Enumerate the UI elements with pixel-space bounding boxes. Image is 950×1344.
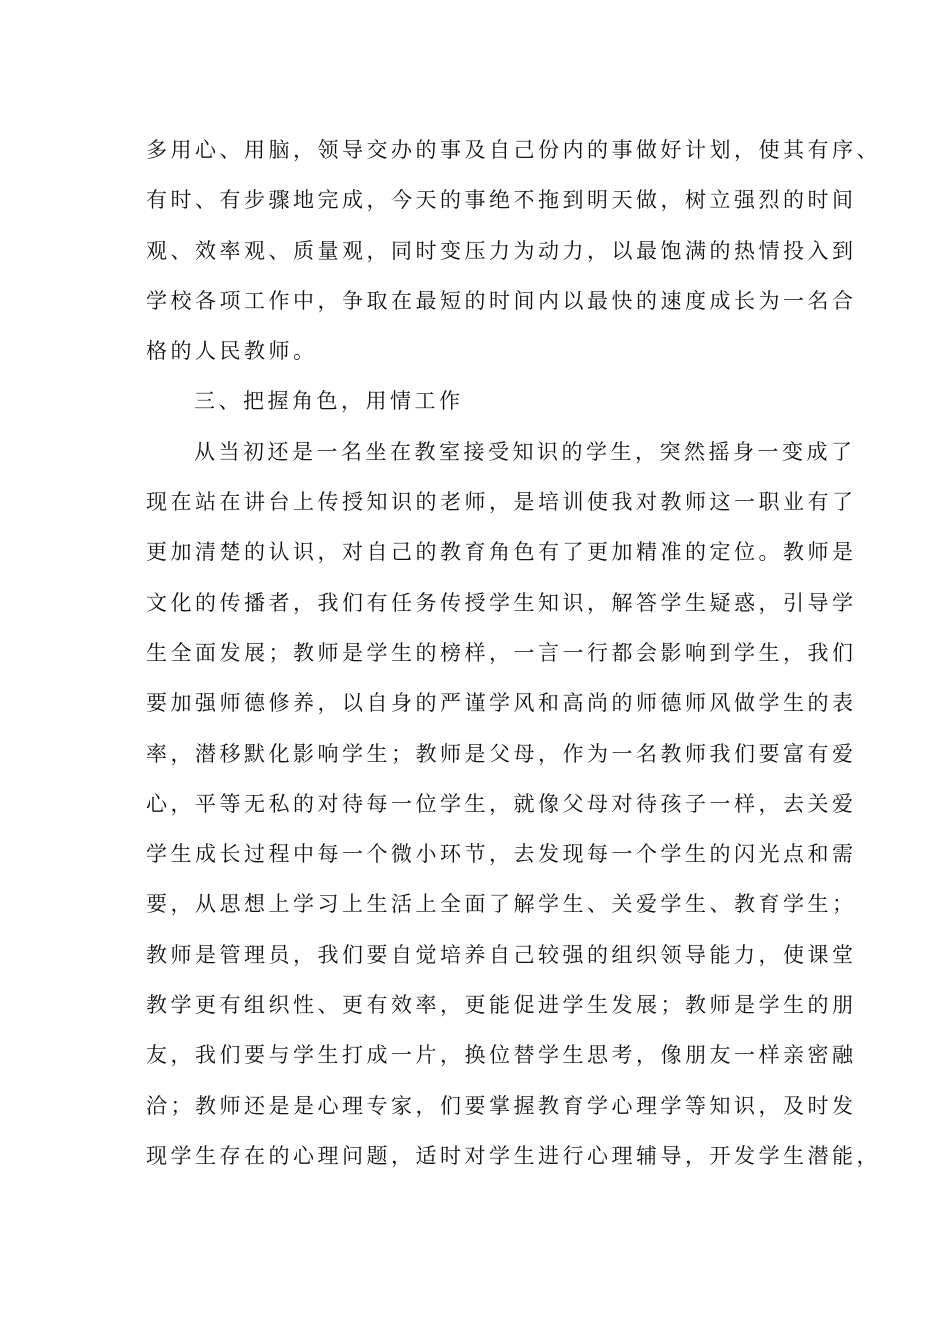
paragraph-2-line-15: 现学生存在的心理问题，适时对学生进行心理辅导，开发学生潜能，: [146, 1143, 881, 1168]
paragraph-1-line-2: 有时、有步骤地完成，今天的事绝不拖到明天做，树立强烈的时间: [146, 188, 857, 213]
document-body: [146, 125, 881, 1181]
paragraph-2-line-3: 更加清楚的认识，对自己的教育角色有了更加精准的定位。教师是: [146, 540, 857, 565]
paragraph-2-line-11: 教师是管理员，我们要自觉培养自己较强的组织领导能力，使课堂: [146, 942, 857, 967]
paragraph-2-line-13: 友，我们要与学生打成一片，换位替学生思考，像朋友一样亲密融: [146, 1043, 857, 1068]
paragraph-2-line-8: 心，平等无私的对待每一位学生，就像父母对待孩子一样，去关爱: [146, 791, 857, 816]
paragraph-1-line-4: 学校各项工作中，争取在最短的时间内以最快的速度成长为一名合: [146, 288, 857, 313]
section-heading: 三、把握角色，用情工作: [194, 389, 464, 414]
paragraph-2-line-1: 从当初还是一名坐在教室接受知识的学生，突然摇身一变成了: [194, 439, 856, 464]
paragraph-1-line-5: 格的人民教师。: [146, 339, 318, 364]
paragraph-1-line-1: 多用心、用脑，领导交办的事及自己份内的事做好计划，使其有序、: [146, 138, 881, 162]
paragraph-2-line-9: 学生成长过程中每一个微小环节，去发现每一个学生的闪光点和需: [146, 842, 857, 867]
paragraph-2-line-10: 要，从思想上学习上生活上全面了解学生、关爱学生、教育学生；: [146, 892, 857, 917]
paragraph-2-line-12: 教学更有组织性、更有效率，更能促进学生发展；教师是学生的朋: [146, 993, 857, 1018]
paragraph-2-line-14: 洽；教师还是是心理专家，们要掌握教育学心理学等知识，及时发: [146, 1093, 857, 1118]
paragraph-1-line-3: 观、效率观、质量观，同时变压力为动力，以最饱满的热情投入到: [146, 238, 857, 263]
paragraph-2-line-5: 生全面发展；教师是学生的榜样，一言一行都会影响到学生，我们: [146, 640, 857, 665]
paragraph-2-line-7: 率，潜移默化影响学生；教师是父母，作为一名教师我们要富有爱: [146, 741, 857, 766]
paragraph-2-line-4: 文化的传播者，我们有任务传授学生知识，解答学生疑惑，引导学: [146, 590, 857, 615]
paragraph-2-line-6: 要加强师德修养，以自身的严谨学风和高尚的师德师风做学生的表: [146, 691, 857, 716]
paragraph-2-line-2: 现在站在讲台上传授知识的老师，是培训使我对教师这一职业有了: [146, 490, 857, 515]
